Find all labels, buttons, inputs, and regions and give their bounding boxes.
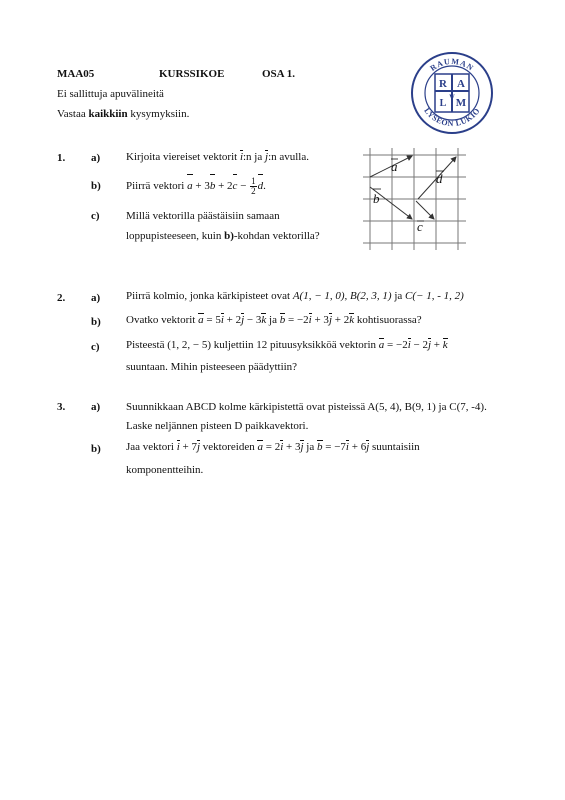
svg-text:V: V	[449, 93, 455, 102]
q1b-text: Piirrä vektori a + 3b + 2c − $\frac{1}{2}$ d.	[126, 175, 266, 196]
instructions: Vastaa kaikkiin kysymyksiin.	[57, 108, 190, 120]
school-logo	[409, 50, 495, 136]
q1a-label: a)	[91, 152, 101, 164]
no-aids-note: Ei sallittuja apuvälineitä	[57, 88, 164, 100]
q2b-label: b)	[91, 316, 101, 328]
q1a-text: Kirjoita viereiset vektorit i:n ja j:n avulla.	[126, 151, 309, 163]
q1-number: 1.	[57, 152, 66, 164]
logo-bottom-text: LYSEON LUKIO	[422, 106, 482, 129]
svg-text:A: A	[457, 78, 465, 90]
q2c-line1: Pisteestä (1, 2, − 5) kuljettiin 12 pituusyksikköä vektorin a = −2i − 2j + k	[126, 339, 448, 351]
vector-b-label: b	[373, 191, 380, 206]
q2a-text: Piirrä kolmio, jonka kärkipisteet ovat A(1, − 1, 0), B(2, 3, 1) ja C(− 1, - 1, 2)	[126, 290, 464, 302]
q2-number: 2.	[57, 292, 66, 304]
exam-title: KURSSIKOE	[159, 68, 225, 80]
q3a-label: a)	[91, 401, 101, 413]
q1c-line1: Millä vektorilla päästäisiin samaan	[126, 210, 280, 222]
q3-number: 3.	[57, 401, 66, 413]
vector-c-label: c	[417, 219, 423, 234]
vector-c-arrow	[416, 201, 434, 219]
q2c-label: c)	[91, 341, 100, 353]
q2c-line2: suuntaan. Mihin pisteeseen päädyttiin?	[126, 361, 298, 373]
exam-part: OSA 1.	[262, 68, 296, 80]
svg-text:L: L	[439, 98, 447, 109]
q3b-line2: komponentteihin.	[126, 464, 204, 476]
q1c-line2: loppupisteeseen, kuin b)-kohdan vektorilla?	[126, 230, 320, 242]
q3b-line1: Jaa vektori i + 7j vektoreiden a = 2i + 3j ja b = −7i + 6j suuntaisiin	[126, 441, 420, 453]
vector-grid-figure	[360, 145, 472, 253]
vector-a-label: a	[391, 159, 398, 174]
vector-d-label: d	[436, 171, 443, 186]
q3a-line1: Suunnikkaan ABCD kolme kärkipistettä ovat pisteissä A(5, 4), B(9, 1) ja C(7, -4).	[126, 401, 487, 413]
q1b-label: b)	[91, 180, 101, 192]
q2a-label: a)	[91, 292, 101, 304]
course-code: MAA05	[57, 68, 95, 80]
q1c-label: c)	[91, 210, 100, 222]
svg-text:M: M	[455, 97, 467, 109]
logo-top-text: RAUMAN	[428, 56, 476, 73]
q3a-line2: Laske neljännen pisteen D paikkavektori.	[126, 420, 309, 432]
q2b-text: Ovatko vektorit a = 5i + 2j − 3k ja b = −2i + 3j + 2k kohtisuorassa?	[126, 314, 422, 326]
q3b-label: b)	[91, 443, 101, 455]
svg-text:R: R	[439, 78, 447, 90]
